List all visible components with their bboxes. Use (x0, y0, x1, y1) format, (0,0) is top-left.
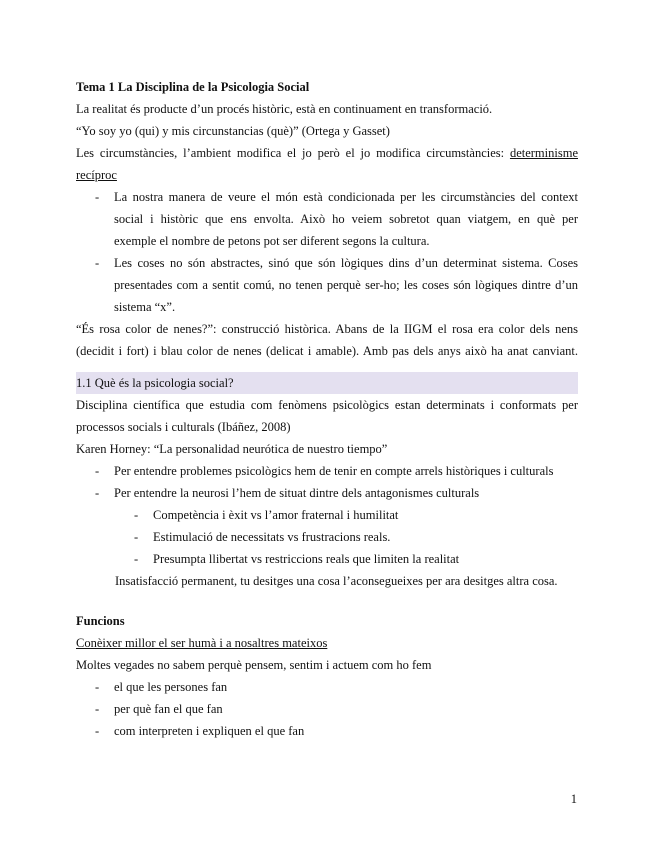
paragraph-circumstancies-text: Les circumstàncies, l’ambient modifica el jo però el jo modifica circumstàncies: (76, 146, 510, 160)
section-heading-funcions: Funcions (76, 614, 125, 628)
sub-list-item (76, 548, 578, 570)
paragraph-horney: Karen Horney: “La personalidad neurótica de nuestro tiempo” (76, 442, 388, 456)
list-item (76, 698, 578, 720)
bullet-dash: - (134, 552, 139, 566)
bullet-text: Competència i èxit vs l’amor fraternal i humilitat (153, 508, 399, 522)
spacer (76, 592, 578, 610)
list-item (76, 186, 578, 252)
bullet-line: presentades com a sentit comú, no tenen perquè ser-ho; les coses són lògiques dintre d’un (114, 278, 578, 292)
paragraph-moltes-vegades: Moltes vegades no sabem perquè pensem, sentim i actuem com ho fem (76, 658, 432, 672)
subheading-coneixer: Conèixer millor el ser humà i a nosaltres mateixos (76, 636, 328, 650)
bullet-dash: - (95, 190, 100, 204)
list-item (76, 460, 578, 482)
page-number: 1 (570, 792, 577, 806)
bullet-dash: - (95, 680, 100, 694)
document-title: Tema 1 La Disciplina de la Psicologia Social (76, 80, 310, 94)
underlined-term-determinisme: determinisme (509, 146, 578, 160)
paragraph-definicio-line2: processos socials i culturals (Ibáñez, 2008) (76, 420, 291, 434)
bullet-dash: - (95, 256, 100, 270)
underlined-term-reciproc: recíproc (76, 168, 117, 182)
bullet-dash: - (134, 530, 139, 544)
sub-list-item (76, 526, 578, 548)
bullet-text: Presumpta llibertat vs restriccions reals que limiten la realitat (153, 552, 460, 566)
bullet-text: Per entendre problemes psicològics hem de tenir en compte arrels històriques i culturals (114, 464, 554, 478)
bullet-text: el que les persones fan (114, 680, 228, 694)
list-item (76, 720, 578, 742)
bullet-dash: - (95, 464, 100, 478)
paragraph-realitat: La realitat és producte d’un procés històric, està en continuament en transformació. (76, 102, 493, 116)
sub-list-item (76, 504, 578, 526)
paragraph-rosa-line1: “És rosa color de nenes?”: construcció històrica. Abans de la IIGM el rosa era color dels nens (76, 322, 578, 336)
section-heading-1-1: 1.1 Què és la psicologia social? (76, 372, 578, 394)
bullet-list-circumstancies (76, 186, 578, 318)
paragraph-circumstancies (76, 142, 578, 164)
bullet-text: com interpreten i expliquen el que fan (114, 724, 305, 738)
paragraph-ortega-quote: “Yo soy yo (qui) y mis circunstancias (què)” (Ortega y Gasset) (76, 124, 390, 138)
bullet-text: Estimulació de necessitats vs frustracions reals. (153, 530, 391, 544)
bullet-text: Per entendre la neurosi l’hem de situat dintre dels antagonismes culturals (114, 486, 480, 500)
bullet-dash: - (95, 486, 100, 500)
bullet-line: social i històric que ens envolta. Això ho veiem sobretot quan viatgem, en què per (114, 212, 578, 226)
bullet-line: exemple el nombre de petons pot ser diferent segons la cultura. (114, 234, 430, 248)
bullet-text: per què fan el que fan (114, 702, 223, 716)
document-page (76, 76, 578, 742)
paragraph-rosa-line2: (decidit i fort) i blau color de nenes (delicat i amable). Amb pas dels anys això ha anat canviant. (76, 344, 578, 358)
paragraph-circumstancies-cont (76, 164, 578, 186)
paragraph-definicio-line1: Disciplina científica que estudia com fenòmens psicològics estan determinats i conformats per (76, 398, 578, 412)
bullet-line: Les coses no són abstractes, sinó que són lògiques dins d’un determinat sistema. Coses (114, 256, 578, 270)
bullet-dash: - (95, 724, 100, 738)
bullet-line: La nostra manera de veure el món està condicionada per les circumstàncies del context (114, 190, 578, 204)
bullet-list-funcions (76, 676, 578, 742)
paragraph-insatisfaccio: Insatisfacció permanent, tu desitges una cosa l’aconsegueixes per ara desitges altra cosa. (115, 574, 558, 588)
list-item (76, 252, 578, 318)
list-item (76, 482, 578, 504)
bullet-dash: - (134, 508, 139, 522)
list-item (76, 676, 578, 698)
bullet-line: sistema “x”. (114, 300, 176, 314)
bullet-dash: - (95, 702, 100, 716)
bullet-list-horney (76, 460, 578, 570)
